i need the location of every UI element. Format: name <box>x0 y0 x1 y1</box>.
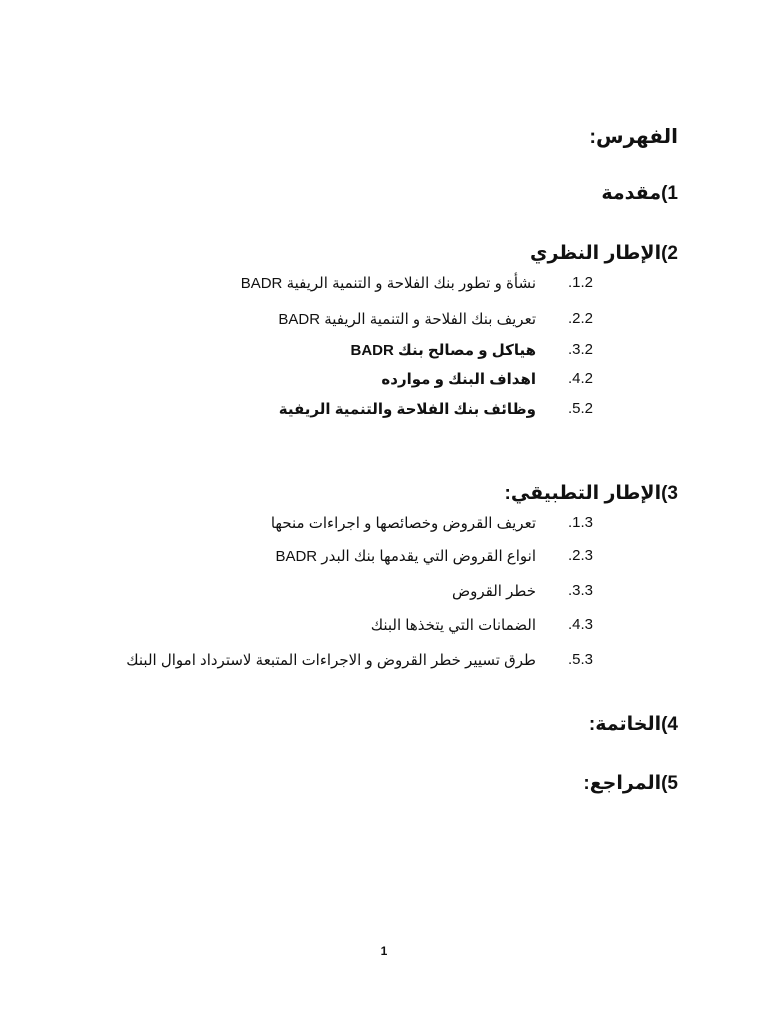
list-item <box>0 274 768 298</box>
item-text: نشأة و تطور بنك الفلاحة و التنمية الريفية BADR <box>240 275 536 292</box>
item-text: خطر القروض <box>451 583 536 600</box>
item-text: اهداف البنك و موارده <box>381 371 536 388</box>
list-item <box>0 616 768 640</box>
item-text: تعريف القروض وخصائصها و اجراءات منحها <box>270 515 536 532</box>
item-text: الضمانات التي يتخذها البنك <box>370 617 536 634</box>
item-text: تعريف بنك الفلاحة و التنمية الريفية BADR <box>278 311 536 328</box>
item-number: .4.3 <box>567 616 593 633</box>
section-references: 5)المراجع: <box>583 773 678 794</box>
item-number: .5.3 <box>567 651 593 668</box>
list-item <box>0 547 768 571</box>
item-number: .4.2 <box>567 370 593 387</box>
item-text: هياكل و مصالح بنك BADR <box>350 342 536 359</box>
item-number: .1.2 <box>567 274 593 291</box>
item-number: .5.2 <box>567 400 593 417</box>
item-number: .1.3 <box>567 514 593 531</box>
item-number: .2.3 <box>567 547 593 564</box>
toc-title: الفهرس: <box>589 126 678 148</box>
list-item <box>0 582 768 606</box>
section-introduction: 1)مقدمة <box>601 183 678 204</box>
section-applied-framework: 3)الإطار التطبيقي: <box>504 483 678 504</box>
list-item <box>0 400 768 424</box>
item-number: .3.2 <box>567 341 593 358</box>
page-number: 1 <box>380 944 388 958</box>
item-text: وظائف بنك الفلاحة والتنمية الريفية <box>278 401 536 418</box>
list-item <box>0 310 768 334</box>
list-item <box>0 370 768 394</box>
list-item <box>0 514 768 538</box>
section-theoretical-framework: 2)الإطار النظري <box>530 243 678 264</box>
item-number: .3.3 <box>567 582 593 599</box>
list-item <box>0 341 768 365</box>
section-conclusion: 4)الخاتمة: <box>588 714 678 735</box>
item-number: .2.2 <box>567 310 593 327</box>
item-text: طرق تسيير خطر القروض و الاجراءات المتبعة لاسترداد اموال البنك <box>126 652 536 669</box>
list-item <box>0 651 768 675</box>
item-text: انواع القروض التي يقدمها بنك البدر BADR <box>275 548 536 565</box>
